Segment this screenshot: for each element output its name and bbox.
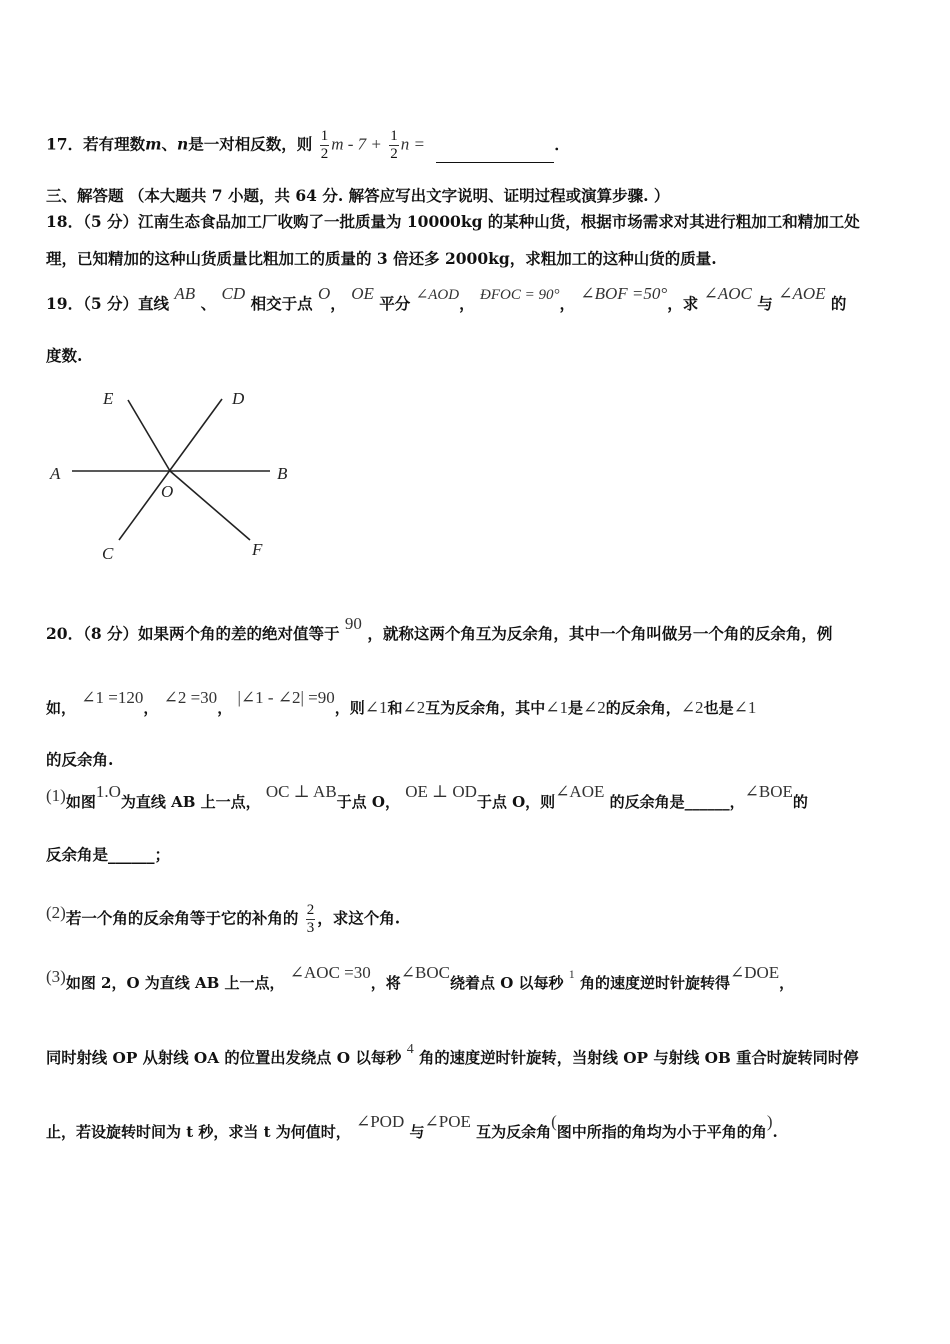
q20-l2-c2: ， — [217, 699, 233, 717]
q19-t3: ，求 — [667, 294, 699, 313]
question-18-line-2: 理，已知精加的这种山货质量比粗加工的质量的 3 倍还多 2000kg，求粗加工的这种山货的质量. — [46, 249, 717, 268]
q19-o: O — [317, 284, 331, 303]
label-c: C — [102, 544, 114, 563]
q20-p1-m5: ∠BOE — [744, 782, 793, 801]
q20-p2-a: 若一个角的反余角等于它的补角的 — [65, 908, 299, 928]
label-d: D — [232, 389, 245, 408]
question-20-part-1-line-2: 反余角是______； — [46, 845, 171, 864]
q20-l2-m9: ∠1 — [733, 698, 757, 717]
q20-p3-l3m2: ∠POE — [424, 1112, 471, 1131]
q20-l2-m1: ∠1 =120 — [81, 688, 144, 707]
q17-end: ． — [554, 134, 570, 154]
q20-p3-l3d: 图中所指的角均为小于平角的角 — [556, 1123, 767, 1141]
q19-ab: AB — [174, 284, 196, 303]
q20-l2-m8: ∠2 — [680, 698, 704, 717]
q20-p3-b: ，将 — [370, 974, 401, 992]
q20-p3-l3e: . — [772, 1123, 778, 1141]
q20-p1-a: 如图 — [65, 793, 96, 811]
question-20-line-3: 的反余角. — [46, 750, 114, 769]
q20-l2-m7: ∠2 — [583, 698, 606, 717]
q20-p1-m3: OE ⊥ OD — [405, 782, 477, 801]
label-b: B — [277, 464, 288, 483]
q20-p3-m3: 1 — [568, 967, 575, 981]
q20-p2-b: ，求这个角. — [317, 908, 401, 928]
question-20-part-1 — [46, 782, 808, 812]
q20-l2-d: 互为反余角，其中 — [425, 699, 546, 717]
q17-sep: 、 — [161, 134, 177, 154]
q20-l2-a: 如， — [46, 699, 77, 717]
q20-p3-a: 如图 2，O 为直线 AB 上一点， — [65, 974, 285, 992]
q20-p3-l3c: 互为反余角 — [476, 1123, 552, 1141]
q19-comma2: ， — [459, 294, 475, 313]
question-20-line-2 — [46, 688, 757, 718]
q20-p2-fraction: $\frac{2}{3}$ — [306, 902, 315, 936]
section-3-heading: 三、解答题 （本大题共 7 小题，共 64 分. 解答应写出文字说明、证明过程或演算步骤. ） — [46, 186, 670, 205]
q19-comma1: ， — [330, 294, 346, 313]
q20-p3-e: ， — [779, 974, 795, 992]
q20-p3-l3b: 与 — [409, 1123, 425, 1141]
q17-mid: 是一对相反数，则 — [188, 134, 313, 154]
q19-prefix: 19．（5 分）直线 — [46, 294, 170, 313]
q19-aod: ∠AOD — [415, 287, 460, 303]
question-20-part-3-line-2 — [46, 1042, 859, 1070]
q20-p1-f: 的 — [792, 793, 808, 811]
q20-l2-m5: ∠2 — [402, 698, 426, 717]
q17-fraction-2: $\frac{1}{2}$ — [390, 128, 398, 162]
line-cd — [119, 399, 222, 540]
q19-bof: ∠BOF =50° — [580, 284, 668, 303]
q20-p1-d: 于点 O，则 — [476, 793, 556, 811]
q20-p1-m1: 1.O — [95, 782, 121, 801]
q20-p3-l2m: 4 — [406, 1042, 414, 1057]
q20-l2-m3: |∠1 - ∠2| =90 — [237, 688, 335, 707]
q20-p1-c: 于点 O， — [336, 793, 400, 811]
label-a: A — [50, 464, 61, 483]
q20-p1-e: 的反余角是______， — [609, 793, 745, 811]
q20-l2-m6: ∠1 — [545, 698, 569, 717]
question-19-line-2: 度数. — [46, 346, 83, 365]
q20-p3-l3p1: ( — [551, 1112, 557, 1131]
question-20-part-3-line-3 — [46, 1112, 778, 1142]
q20-l2-m2: ∠2 =30 — [163, 688, 218, 707]
q19-sep: 、 — [200, 294, 217, 313]
question-20-line-1 — [46, 614, 833, 644]
q20-p3-l3a: 止，若设旋转时间为 t 秒，求当 t 为何值时， — [46, 1123, 351, 1141]
q20-l1-val: 90 — [344, 614, 362, 633]
q19-t2: 平分 — [379, 294, 411, 313]
question-20-part-3 — [46, 963, 795, 994]
q19-t1: 相交于点 — [250, 294, 313, 313]
q19-cd: CD — [221, 284, 246, 303]
q19-t4: 与 — [757, 294, 773, 313]
q20-l2-g: 也是 — [703, 699, 734, 717]
q20-p3-c: 绕着点 O 以每秒 — [449, 974, 564, 992]
q19-t5: 的 — [830, 294, 847, 313]
label-f: F — [252, 540, 263, 559]
label-e: E — [103, 389, 114, 408]
label-o: O — [161, 482, 174, 501]
q19-aoe: ∠AOE — [778, 284, 826, 303]
ray-oe — [128, 400, 170, 471]
q20-p3-l3p2: ) — [766, 1112, 773, 1131]
q17-expr-1: m - 7 + — [331, 134, 382, 154]
q20-p3-m2: ∠BOC — [400, 963, 450, 982]
q19-comma3: ， — [559, 294, 575, 313]
question-20-part-2 — [46, 902, 400, 937]
q19-foc: ÐFOC = 90° — [480, 287, 560, 303]
q20-l2-c: 和 — [387, 699, 403, 717]
q20-p3-num: (3) — [46, 967, 66, 986]
q17-n: n — [177, 134, 189, 154]
q20-l2-e: 是 — [568, 699, 584, 717]
q20-l2-f: 的反余角， — [605, 699, 681, 717]
q20-p3-m4: ∠DOE — [729, 963, 780, 982]
q20-p1-m2: OC ⊥ AB — [265, 782, 337, 801]
q20-p3-l3m1: ∠POD — [355, 1112, 405, 1131]
q20-p1-num: (1) — [46, 786, 66, 805]
q20-l2-m4: ∠1 — [364, 698, 388, 717]
q20-p3-l2b: 角的速度逆时针旋转，当射线 OP 与射线 OB 重合时旋转同时停 — [419, 1049, 859, 1067]
q20-p3-m1: ∠AOC =30 — [289, 963, 371, 982]
question-18-line-1: 18．（5 分）江南生态食品加工厂收购了一批质量为 10000kg 的某种山货，根据市场需求对其进行粗加工和精加工处 — [46, 212, 860, 231]
q20-l2-c1: ， — [143, 699, 159, 717]
q19-aoc: ∠AOC — [703, 284, 752, 303]
q20-p1-m4: ∠AOE — [555, 782, 605, 801]
q20-l1-suffix: ，就称这两个角互为反余角，其中一个角叫做另一个角的反余角，例 — [367, 624, 833, 643]
q19-oe: OE — [351, 284, 374, 303]
q20-l2-b: ，则 — [334, 699, 365, 717]
q20-p2-num: (2) — [46, 902, 66, 922]
q20-p3-d: 角的速度逆时针旋转得 — [579, 974, 730, 992]
q20-p1-b: 为直线 AB 上一点， — [120, 793, 261, 811]
q20-l1-prefix: 20．（8 分）如果两个角的差的绝对值等于 — [46, 624, 340, 643]
q20-p3-l2a: 同时射线 OP 从射线 OA 的位置出发绕点 O 以每秒 — [46, 1049, 402, 1067]
q17-expr-2: n = — [400, 134, 426, 154]
q17-fraction-1: $\frac{1}{2}$ — [320, 128, 329, 162]
q17-prefix: 17．若有理数 — [46, 134, 146, 154]
ray-of — [170, 471, 250, 540]
q17-m: m — [145, 134, 162, 154]
